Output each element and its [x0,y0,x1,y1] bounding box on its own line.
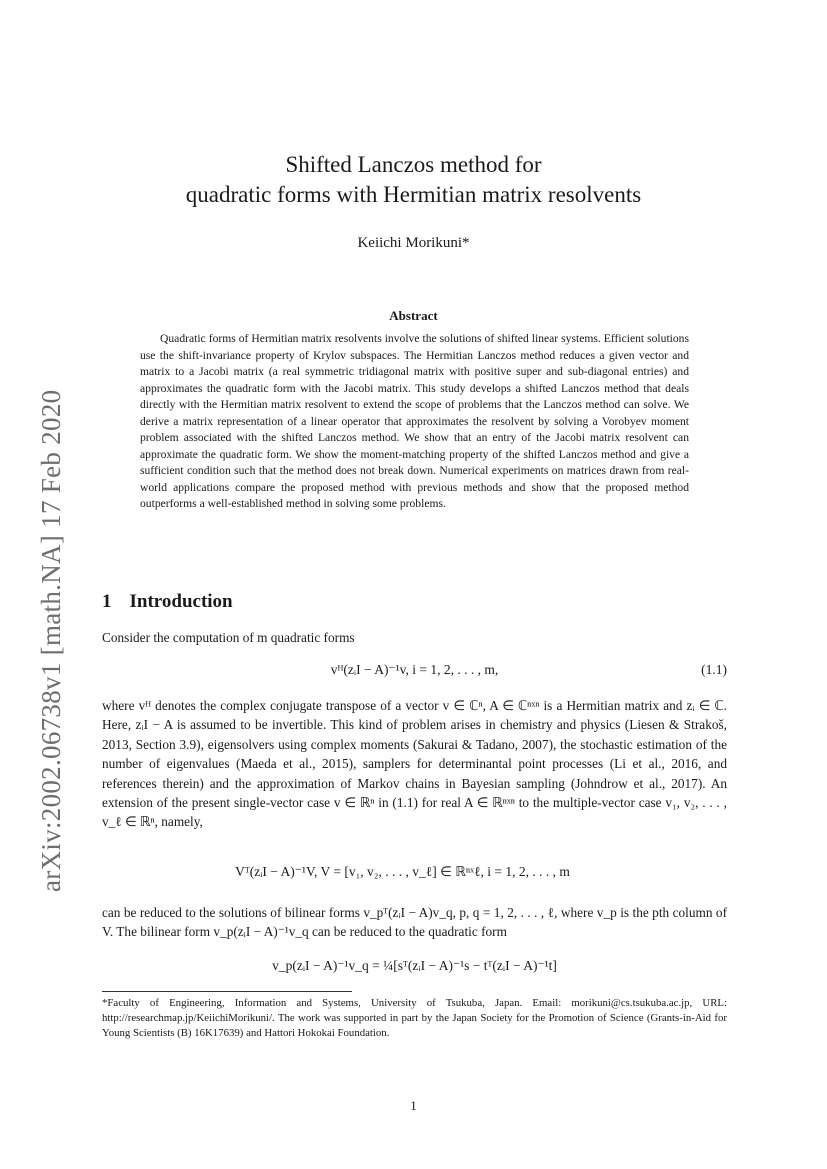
author-name: Keiichi Morikuni* [357,235,470,251]
section-heading-introduction [102,591,233,613]
title-line-1: Shifted Lanczos method for [285,152,542,177]
footnote-rule [102,991,352,992]
title-line-2: quadratic forms with Hermitian matrix resolvents [185,182,642,207]
equation-1-1 [102,662,727,678]
abstract-heading: Abstract [389,308,438,323]
abstract-body: Quadratic forms of Hermitian matrix resolvents involve the solutions of shifted linear systems. Efficient solutions use the shift-invariance property of Krylov subspaces. The Hermitian Lanczos method reduces a given vector and matrix to a Jacobi matrix (a real symmetric tridiagonal matrix with positive super and sub-diagonal entries) and approximates the quadratic form with the Jacobi matrix. This study develops a shifted Lanczos method that deals directly with the Hermitian matrix resolvent to extend the scope of problems that the Lanczos method can solve. We derive a matrix representation of a linear operator that approximates the resolvent by solving a Vorobyev moment problem associated with the shifted Lanczos method. We show that an entry of the Jacobi matrix resolvent can approximate the quadratic form. We show the moment-matching property of the shifted Lanczos method and give a sufficient condition such that the method does not break down. Numerical experiments on matrices drawn from real-world applications compare the proposed method with previous methods and show that the proposed method outperforms a well-established method in solving some problems. [140,332,689,510]
arxiv-identifier-stamp: arXiv:2002.06738v1 [math.NA] 17 Feb 2020 [36,389,66,892]
page-number: 1 [410,1098,417,1113]
equation-multivector: Vᵀ(zᵢI − A)⁻¹V, V = [v₁, v₂, . . . , v_ℓ] ∈ ℝⁿˣℓ, i = 1, 2, . . . , m [235,864,570,879]
section-number: 1 [102,591,112,612]
paragraph-bilinear: can be reduced to the solutions of bilinear forms v_pᵀ(zᵢI − A)v_q, p, q = 1, 2, . . . , ℓ, where v_p is the pth column of V. The bilinear form v_p(zᵢI − A)⁻¹v_q can be reduced to the quadratic form [102,905,727,940]
paper-title [0,150,827,210]
equation-1-1-expression: vᴴ(zᵢI − A)⁻¹v, i = 1, 2, . . . , m, [330,662,499,677]
intro-sentence: Consider the computation of m quadratic forms [102,630,355,645]
equation-1-1-label: (1.1) [701,662,727,677]
equation-bilinear-reduction: v_p(zᵢI − A)⁻¹v_q = ¼[sᵀ(zᵢI − A)⁻¹s − tᵀ(zᵢI − A)⁻¹t] [272,958,557,973]
paragraph-where: where vᴴ denotes the complex conjugate transpose of a vector v ∈ ℂⁿ, A ∈ ℂⁿˣⁿ is a Hermitian matrix and zᵢ ∈ ℂ. Here, zᵢI − A is assumed to be invertible. This kind of problem arises in chemistry and physics (Liesen & Strakoš, 2013, Section 3.9), eigensolvers using complex moments (Sakurai & Tadano, 2007), the stochastic estimation of the number of eigenvalues (Maeda et al., 2015), samplers for determinantal point processes (Li et al., 2016, and references therein) and the approximation of Markov chains in Bayesian sampling (Johndrow et al., 2017). An extension of the present single-vector case v ∈ ℝⁿ in (1.1) for real A ∈ ℝⁿˣⁿ to the multiple-vector case v₁, v₂, . . . , v_ℓ ∈ ℝⁿ, namely, [102,698,727,830]
section-title: Introduction [129,591,233,612]
footnote-affiliation: *Faculty of Engineering, Information and Systems, University of Tsukuba, Japan. Email: morikuni@cs.tsukuba.ac.jp, URL: http://researchmap.jp/KeiichiMorikuni/. The work was supported in part by the Japan Society for the Promotion of Science (Grants-in-Aid for Young Scientists (B) 16K17639) and Hattori Hokokai Foundation. [102,997,727,1040]
